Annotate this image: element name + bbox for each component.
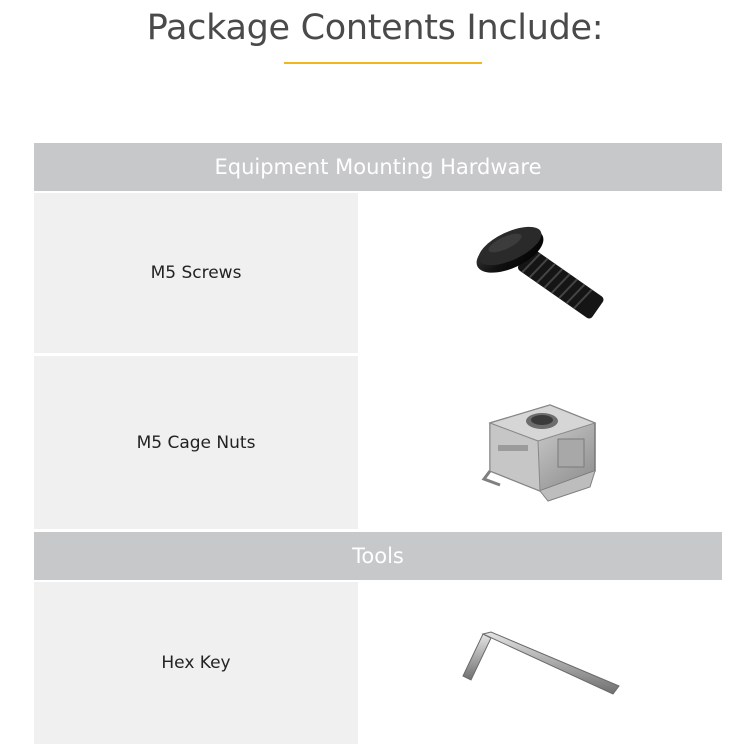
item-image [358,193,722,353]
table-row [34,193,722,353]
item-label: M5 Screws [34,193,358,353]
hex-key-icon [455,618,625,708]
table-row [34,582,722,744]
item-label: M5 Cage Nuts [34,356,358,529]
page-title: Package Contents Include: [146,8,604,48]
package-contents-table [34,143,722,744]
cage-nut-icon [470,383,610,503]
title-underline [284,62,482,64]
screw-icon [465,213,615,333]
section-header-tools: Tools [34,532,722,580]
item-image [358,356,722,529]
section-header-equipment: Equipment Mounting Hardware [34,143,722,191]
table-row [34,356,722,529]
item-image [358,582,722,744]
item-label: Hex Key [34,582,358,744]
